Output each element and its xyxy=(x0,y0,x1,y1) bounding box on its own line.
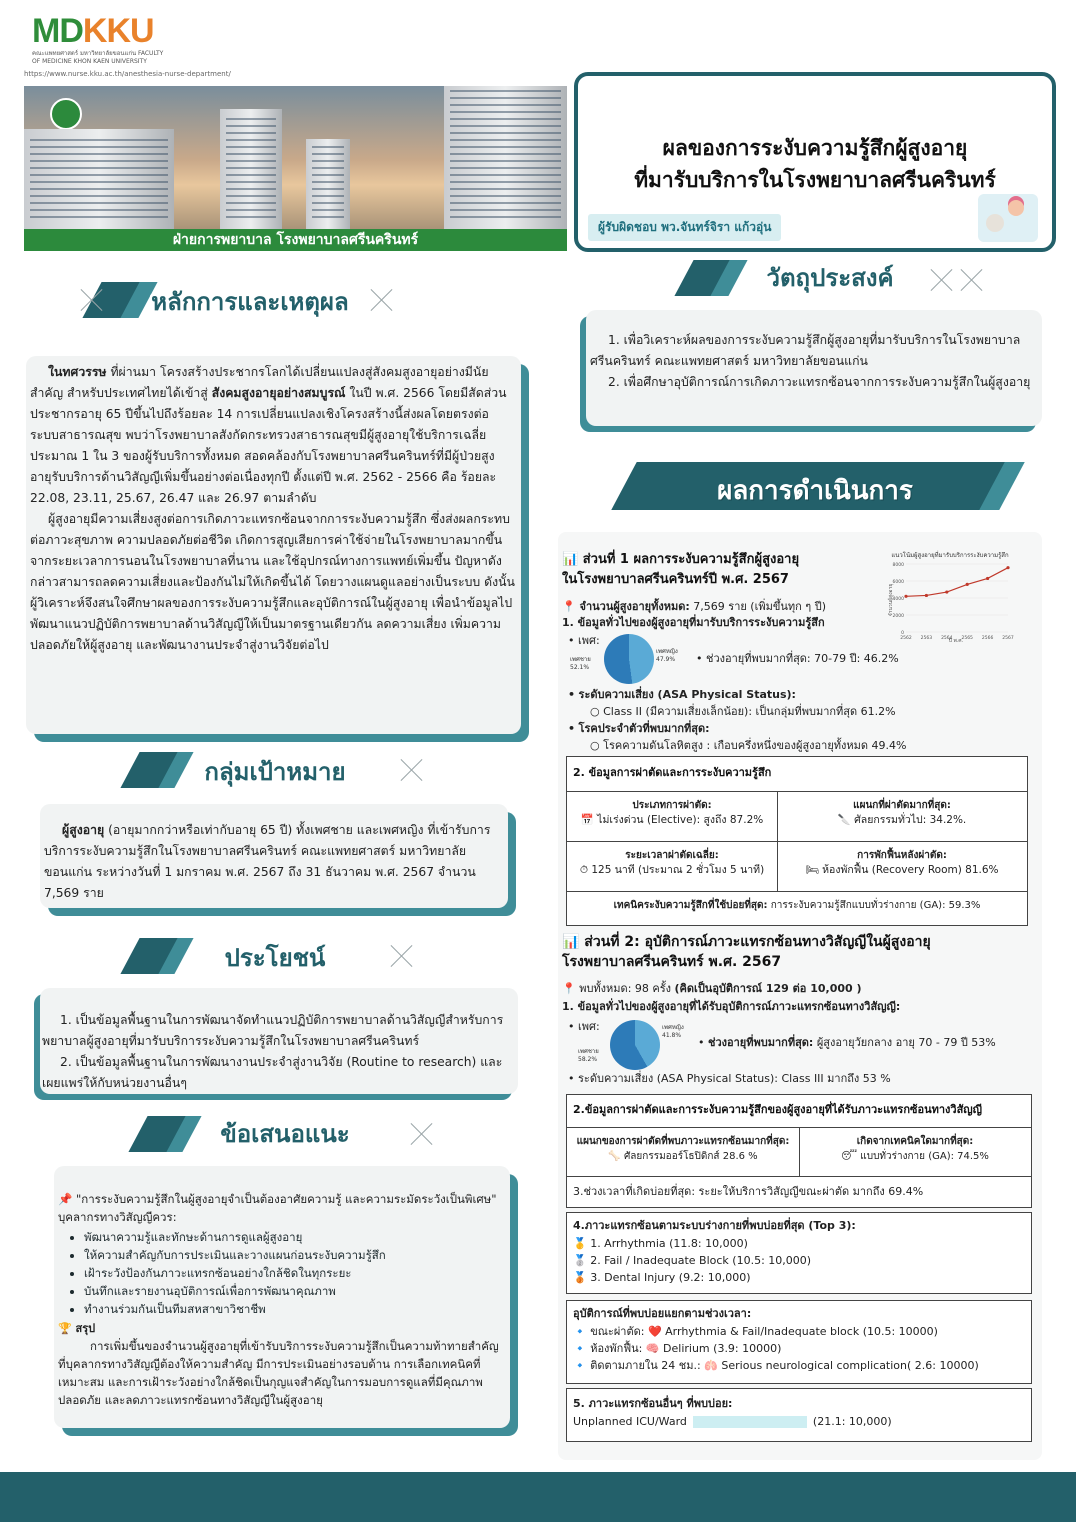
benefits-text: 1. เป็นข้อมูลพื้นฐานในการพัฒนาจัดทำแนวปฏิบัติการพยาบาลด้านวิสัญญีสำหรับการพยาบาลผู้สูงอายุที่มารับบริการระงับความรู้สึกในโรงพยาบาลศรีนครินทร์ 2. เป็นข้อมูลพื้นฐานในการพัฒนางานประจำสู่งานวิจัย (Routine to research) และเผยแพร่ให้กับหน่วยงานอื่นๆ xyxy=(42,1013,504,1090)
y-tick-label: 4000 xyxy=(892,597,904,602)
list-item: • ให้ความสำคัญกับการประเมินและวางแผนก่อนระงับความรู้สึก xyxy=(84,1246,504,1264)
x-tick-label: 2565 xyxy=(961,636,973,641)
part1-age: • ช่วงอายุที่พบมากที่สุด: 70-79 ปี: 46.2% xyxy=(696,652,899,665)
building xyxy=(220,109,282,229)
pie-label-female: เพศหญิง 47.9% xyxy=(656,648,678,663)
y-tick-label: 8000 xyxy=(892,563,904,568)
data-point xyxy=(986,577,989,580)
list-item: • พัฒนาความรู้และทักษะด้านการดูแลผู้สูงอายุ xyxy=(84,1228,504,1246)
other-complication-row: Unplanned ICU/Ward (21.1: 10,000) xyxy=(573,1415,892,1428)
part1-sex-pie xyxy=(604,634,654,684)
top3-list xyxy=(573,1235,811,1286)
list-item: • เฝ้าระวังป้องกันภาวะแทรกซ้อนอย่างใกล้ชิดในทุกระยะ xyxy=(84,1264,504,1282)
part2-sex-pie xyxy=(610,1020,660,1070)
data-point xyxy=(1006,566,1009,569)
y-tick-label: 0 xyxy=(901,631,904,636)
peak-time-box: 3.ช่วงเวลาที่เกิดบ่อยที่สุด: ระยะให้บริการวิสัญญีขณะผ่าตัด มากถึง 69.4% xyxy=(566,1176,1032,1208)
data-point xyxy=(966,583,969,586)
list-item: 🔹 ติดตามภายใน 24 ชม.: 🫁 Serious neurological complication( 2.6: 10000) xyxy=(573,1359,979,1372)
section-banner-objectives xyxy=(660,252,1000,306)
title-box xyxy=(574,72,1056,252)
part1-general-heading: 1. ข้อมูลทั่วไปของผู้สูงอายุที่มารับบริการระงับความรู้สึก xyxy=(562,616,825,629)
list-item: 🥇 1. Arrhythmia (11.8: 10,000) xyxy=(573,1237,748,1250)
part2-total: 📍 พบทั้งหมด: 98 ครั้ง (คิดเป็นอุบัติการณ์ 129 ต่อ 10,000 ) xyxy=(562,982,862,995)
x-tick-label: 2564 xyxy=(941,636,953,641)
list-item: • ทำงานร่วมกันเป็นทีมสหสาขาวิชาชีพ xyxy=(84,1300,504,1318)
series-line xyxy=(906,568,1008,597)
list-item: 🔹 ห้องพักฟื้น: 🧠 Delirium (3.9: 10000) xyxy=(573,1342,782,1355)
surgery-table: 2. ข้อมูลการผ่าตัดและการระงับความรู้สึก ประเภทการผ่าตัด: 📅 ไม่เร่งด่วน (Elective): สูงถึง 87.2% แผนกที่ผ่าตัดมากที่สุด: 🔪 ศัลยกรรมทั่วไป: 34.2%. ระยะเวลาผ่าตัดเฉลี่ย: ⏱ 125 นาที (ประมาณ 2 ชั่วโมง 5 นาที) การพักฟื้นหลังผ่าตัด: 🛏 ห้องพักฟื้น (Recovery Room) 81.6% เทคนิคระงับความรู้สึกที่ใช้บ่อยที่สุด: การระงับความรู้สึกแบบทั่วร่างกาย (GA): 59.3% xyxy=(566,756,1028,926)
other-complication-box: 5. ภาวะแทรกซ้อนอื่นๆ ที่พบบ่อย: Unplanned ICU/Ward (21.1: 10,000) xyxy=(566,1388,1032,1442)
logo: MDKKU xyxy=(32,12,154,50)
part1-sex-label: • เพศ: xyxy=(568,634,600,647)
chart-title: แนวโน้มผู้สูงอายุที่มารับบริการระงับความรู้สึก xyxy=(891,552,1009,559)
footer-band xyxy=(0,1472,1076,1522)
pie-label-male: เพศชาย 58.2% xyxy=(578,1048,599,1063)
chart-ylabel: จำนวนผู้สูงอายุ xyxy=(888,583,894,617)
department-value: 🔪 ศัลยกรรมทั่วไป: 34.2%. xyxy=(837,814,967,826)
nurse-illustration-icon xyxy=(978,194,1038,242)
list-item: • บันทึกและรายงานอุบัติการณ์เพื่อการพัฒนาคุณภาพ xyxy=(84,1282,504,1300)
list-item: 🔹 ขณะผ่าตัด: ❤️ Arrhythmia & Fail/Inadequate block (10.5: 10000) xyxy=(573,1325,938,1338)
table-title: 2. ข้อมูลการผ่าตัดและการระงับความรู้สึก xyxy=(573,766,772,779)
recommend-text: 📌 "การระงับความรู้สึกในผู้สูงอายุจำเป็นต้องอาศัยความรู้ และความระมัดระวังเป็นพิเศษ" บุคลากรทางวิสัญญีควร: • พัฒนาความรู้และทักษะด้านการดูแลผู้สูงอายุ • ให้ความสำคัญกับการประเมินและวางแผนก่อนระงับความรู้สึก • เฝ้าระวังป้องกันภาวะแทรกซ้อนอย่างใกล้ชิดในทุกระยะ • บันทึกและรายงานอุบัติการณ์เพื่อการพัฒนาคุณภาพ • ทำงานร่วมกันเป็นทีมสหสาขาวิชาชีพ 🏆 สรุป การเพิ่มขึ้นของจำนวนผู้สูงอายุที่เข้ารับบริการระงับความรู้สึกเป็นความท้าทายสำคัญที่บุคลากรทางวิสัญญีต้องให้ความสำคัญ มีการประเมินอย่างรอบด้าน การเลือกเทคนิคที่เหมาะสม และการเฝ้าระวังอย่างใกล้ชิดเป็นกุญแจสำคัญในการมอบการดูแลที่มีคุณภาพ ปลอดภัย และลดภาวะแทรกซ้อนทางวิสัญญีในผู้สูงอายุ xyxy=(58,1190,504,1409)
section-title: วัตถุประสงค์ xyxy=(766,264,894,292)
data-point xyxy=(904,595,907,598)
rationale-text: ในทศวรรษ ที่ผ่านมา โครงสร้างประชากรโลกได้เปลี่ยนแปลงสู่สังคมสูงอายุอย่างมีนัยสำคัญ สำหรับประเทศไทยได้เข้าสู่ สังคมสูงอายุอย่างสมบูรณ์ ในปี พ.ศ. 2566 โดยมีสัดส่วนประชากรอายุ 65 ปีขึ้นไปถึงร้อยละ 14 การเปลี่ยนแปลงเชิงโครงสร้างนี้ส่งผลโดยตรงต่อระบบสาธารณสุข พบว่าโรงพยาบาลสังกัดกระทรวงสาธารณสุขมีผู้สูงอายุใช้บริการเฉลี่ยประมาณ 1 ใน 3 ของผู้รับบริการทั้งหมด สอดคล้องกับโรงพยาบาลศรีนครินทร์ที่มีผู้ป่วยสูงอายุรับบริการด้านวิสัญญีเพิ่มขึ้นอย่างต่อเนื่องทุกปี ตั้งแต่ปี พ.ศ. 2562 - 2566 คือ ร้อยละ 22.08, 23.11, 25.67, 26.47 และ 26.97 ตามลำดับ ผู้สูงอายุมีความเสี่ยงสูงต่อการเกิดภาวะแทรกซ้อนจากการระงับความรู้สึก ซึ่งส่งผลกระทบต่อภาวะสุขภาพ ความปลอดภัยต่อชีวิต เกิดการสูญเสียการค่าใช้จ่ายในโรงพยาบาลมากขึ้น จากระยะเวลาการนอนในโรงพยาบาลที่นาน และใช้อุปกรณ์ทางการแพทย์เพิ่มขึ้น ปัญหาดังกล่าวสามารถลดความเสี่ยงและป้องกันไม่ให้เกิดขึ้นได้ โดยวางแผนดูแลอย่างเป็นระบบ ดังนั้น ผู้วิเคราะห์จึงสนใจศึกษาผลของการระงับความรู้สึกและอุบัติการณ์ในผู้สูงอายุ เพื่อนำข้อมูลไปพัฒนาแนวปฏิบัติการพยาบาลด้านวิสัญญีให้เป็นมาตรฐานเดียวกัน ลดความเสี่ยง เพิ่มความปลอดภัยให้ผู้สูงอายุ และพัฒนางานประจำสู่งานวิจัยต่อไป xyxy=(30,365,515,652)
data-point xyxy=(945,590,948,593)
building xyxy=(306,139,350,229)
section-banner-recommend xyxy=(120,1108,450,1162)
section-banner-benefits xyxy=(110,930,440,984)
section-banner-target xyxy=(110,744,440,798)
logo-subtitle: คณะแพทยศาสตร์ มหาวิทยาลัยขอนแก่น FACULTY OF MEDICINE KHON KAEN UNIVERSITY xyxy=(32,50,164,65)
section-title: ข้อเสนอแนะ xyxy=(220,1120,350,1148)
section-title: กลุ่มเป้าหมาย xyxy=(204,758,346,786)
part2-age: • ช่วงอายุที่พบมากที่สุด: ผู้สูงอายุวัยกลาง อายุ 70 - 79 ปี 53% xyxy=(698,1036,996,1049)
x-tick-label: 2567 xyxy=(1002,636,1014,641)
complication-technique-value: 😴 แบบทั่วร่างกาย (GA): 74.5% xyxy=(841,1151,989,1162)
section-title: หลักการและเหตุผล xyxy=(151,288,349,316)
owner-badge: ผู้รับผิดชอบ พว.จันทร์จิรา แก้วอุ่น xyxy=(588,214,781,241)
pie-label-male: เพศชาย 52.1% xyxy=(570,656,591,671)
surgery-type-value: 📅 ไม่เร่งด่วน (Elective): สูงถึง 87.2% xyxy=(580,814,764,826)
section-banner-results xyxy=(600,456,1030,518)
page-title: ผลของการระงับความรู้สึกผู้สูงอายุ ที่มารับบริการในโรงพยาบาลศรีนครินทร์ xyxy=(634,136,996,192)
objectives-text: 1. เพื่อวิเคราะห์ผลของการระงับความรู้สึกผู้สูงอายุที่มารับบริการในโรงพยาบาลศรีนครินทร์ คณะแพทยศาสตร์ มหาวิทยาลัยขอนแก่น 2. เพื่อศึกษาอุบัติการณ์การเกิดภาวะแทรกซ้อนจากการระงับความรู้สึกในผู้สูงอายุ xyxy=(590,333,1031,389)
x-tick-label: 2563 xyxy=(920,636,933,641)
building xyxy=(24,129,174,229)
section-banner-rationale xyxy=(70,274,430,328)
building xyxy=(444,86,567,229)
hospital-photo xyxy=(24,86,567,251)
section-title: ผลการดำเนินการ xyxy=(717,476,913,506)
timing-box: อุบัติการณ์ที่พบบ่อยแยกตามช่วงเวลา: 🔹 ขณะผ่าตัด: ❤️ Arrhythmia & Fail/Inadequate block (10.5: 10000) 🔹 ห้องพักฟื้น: 🧠 Delirium (3.9: 10000) 🔹 ติดตามภายใน 24 ชม.: 🫁 Serious neurological complication( 2.6: 10000) xyxy=(566,1300,1032,1384)
top3-box: 4.ภาวะแทรกซ้อนตามระบบร่างกายที่พบบ่อยที่สุด (Top 3): 🥇 1. Arrhythmia (11.8: 10,000) 🥈 2. Fail / Inadequate Block (10.5: 10,000) 🥉 3. Dental Injury (9.2: 10,000) xyxy=(566,1212,1032,1294)
part1-asa: • ระดับความเสี่ยง (ASA Physical Status): ○ Class II (มีความเสี่ยงเล็กน้อย): เป็นกลุ่มที่พบมากที่สุด 61.2% • โรคประจำตัวที่พบมากที่สุด: ○ โรคความดันโลหิตสูง : เกือบครึ่งหนึ่งของผู้สูงอายุทั้งหมด 49.4% xyxy=(568,688,907,752)
trend-line-chart xyxy=(884,548,1014,644)
technique-row: เทคนิคระงับความรู้สึกที่ใช้บ่อยที่สุด: การระงับความรู้สึกแบบทั่วร่างกาย (GA): 59.3% xyxy=(613,900,981,911)
duration-value: ⏱ 125 นาที (ประมาณ 2 ชั่วโมง 5 นาที) xyxy=(579,864,765,876)
x-tick-label: 2566 xyxy=(981,636,994,641)
timing-list xyxy=(573,1323,979,1374)
y-tick-label: 2000 xyxy=(892,614,904,619)
y-tick-label: 6000 xyxy=(892,580,904,585)
pie-label-female: เพศหญิง 41.8% xyxy=(662,1024,684,1039)
header-url[interactable]: https://www.nurse.kku.ac.th/anesthesia-nurse-department/ xyxy=(24,70,231,78)
summary-text: การเพิ่มขึ้นของจำนวนผู้สูงอายุที่เข้ารับบริการระงับความรู้สึกเป็นความท้าทายสำคัญที่บุคลากรทางวิสัญญีต้องให้ความสำคัญ มีการประเมินอย่างรอบด้าน การเลือกเทคนิคที่เหมาะสม และการเฝ้าระวังอย่างใกล้ชิดเป็นกุญแจสำคัญในการมอบการดูแลที่มีคุณภาพ ปลอดภัย และลดภาวะแทรกซ้อนทางวิสัญญีในผู้สูงอายุ xyxy=(58,1339,499,1407)
chart-xlabel: ปี พ.ศ. xyxy=(948,638,964,644)
part2-general-heading: 1. ข้อมูลทั่วไปของผู้สูงอายุที่ได้รับอุบัติการณ์ภาวะแทรกซ้อนทางวิสัญญี: xyxy=(562,1000,901,1013)
recovery-value: 🛏 ห้องพักฟื้น (Recovery Room) 81.6% xyxy=(805,864,999,876)
list-item: 🥈 2. Fail / Inadequate Block (10.5: 10,000) xyxy=(573,1254,812,1267)
complication-surgery-table: 2.ข้อมูลการผ่าตัดและการระงับความรู้สึกของผู้สูงอายุที่ได้รับภาวะแทรกซ้อนทางวิสัญญี แผนกของการผ่าตัดที่พบภาวะแทรกซ้อนมากที่สุด: 🦴 ศัลยกรรมออร์โธปิดิกส์ 28.6 % เกิดจากเทคนิคใดมากที่สุด: 😴 แบบทั่วร่างกาย (GA): 74.5% xyxy=(566,1094,1032,1178)
part2-asa: • ระดับความเสี่ยง (ASA Physical Status): Class III มากถึง 53 % xyxy=(568,1072,891,1085)
part1-heading: 📊 ส่วนที่ 1 ผลการระงับความรู้สึกผู้สูงอายุ ในโรงพยาบาลศรีนครินทร์ปี พ.ศ. 2567 xyxy=(562,552,800,587)
complication-dept-value: 🦴 ศัลยกรรมออร์โธปิดิกส์ 28.6 % xyxy=(608,1151,758,1162)
highlight-bar xyxy=(693,1416,807,1428)
section-title: ประโยชน์ xyxy=(224,944,326,972)
x-tick-label: 2562 xyxy=(900,636,912,641)
recommend-list xyxy=(58,1228,504,1318)
summary-label: 🏆 สรุป xyxy=(58,1322,96,1335)
hero-caption: ฝ่ายการพยาบาล โรงพยาบาลศรีนครินทร์ xyxy=(24,229,567,251)
part2-sex-label: • เพศ: xyxy=(568,1020,600,1033)
part1-total: 📍 จำนวนผู้สูงอายุทั้งหมด: 7,569 ราย (เพิ่มขึ้นทุก ๆ ปี) xyxy=(562,600,826,613)
target-text: ผู้สูงอายุ (อายุมากกว่าหรือเท่ากับอายุ 65 ปี) ทั้งเพศชาย และเพศหญิง ที่เข้ารับการบริการระงับความรู้สึกในโรงพยาบาลศรีนครินทร์ คณะแพทยศาสตร์ มหาวิทยาลัยขอนแก่น ระหว่างวันที่ 1 มกราคม พ.ศ. 2567 ถึง 31 ธันวาคม พ.ศ. 2567 จำนวน 7,569 ราย xyxy=(44,823,491,900)
hospital-seal-icon xyxy=(50,98,82,130)
data-point xyxy=(925,594,928,597)
list-item: 🥉 3. Dental Injury (9.2: 10,000) xyxy=(573,1271,751,1284)
part2-heading: 📊 ส่วนที่ 2: อุบัติการณ์ภาวะแทรกซ้อนทางวิสัญญีในผู้สูงอายุ โรงพยาบาลศรีนครินทร์ พ.ศ. 2567 xyxy=(562,934,931,970)
